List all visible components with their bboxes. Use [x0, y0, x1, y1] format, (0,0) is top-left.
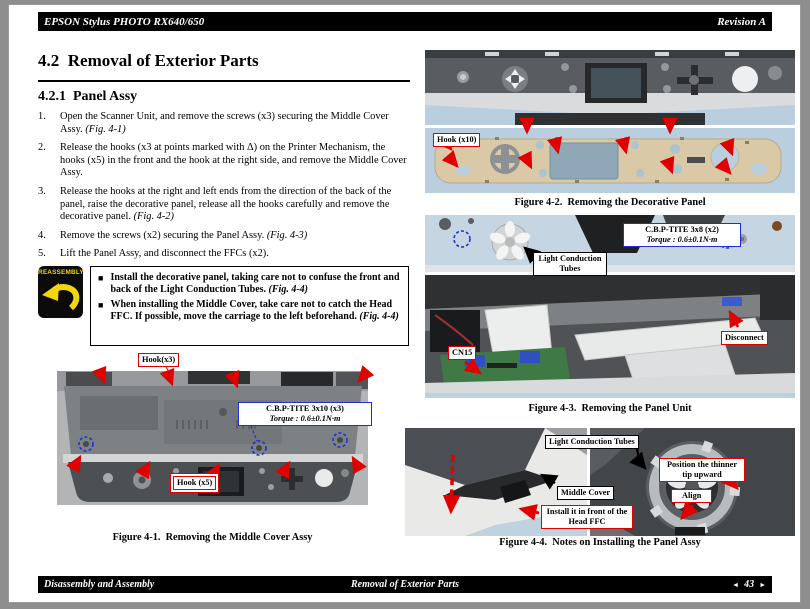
section-title-rule — [38, 80, 410, 82]
printer-middle-cover-photo — [38, 350, 378, 550]
reassembly-icon — [38, 266, 83, 318]
reassembly-note-1: ■ Install the decorative panel, taking care not to confuse the front and back of the Light Conduction Tubes. (Fig. 4-4) — [98, 272, 400, 296]
section-title: 4.2 Removal of Exterior Parts — [38, 51, 259, 70]
decorative-panel-photos — [425, 45, 795, 215]
page-number: 43 — [744, 579, 755, 590]
bullet-icon: ■ — [98, 273, 104, 283]
step-number: 1. — [38, 111, 46, 122]
reassembly-note-2: ■ When installing the Middle Cover, take care not to catch the Head FFC. If possible, move the carriage to the left beforehand. (Fig. 4-4) — [98, 298, 399, 323]
callout-cn15: CN15 — [448, 346, 476, 360]
callout-hook-x5: Hook (x5) — [173, 476, 216, 490]
figure-4-3 — [425, 215, 795, 420]
footer-pager — [525, 579, 766, 590]
step-2: 2. Release the hooks (x3 at points marked with Δ) on the Printer Mechanism, the hooks (x5) in the front and the hook at the right side, and remove the Middle Cover Assy. — [38, 142, 407, 179]
prev-page-icon[interactable]: ◄ — [732, 580, 740, 589]
footer-chapter: Disassembly and Assembly — [44, 579, 155, 590]
step-number: 4. — [38, 229, 46, 241]
figure-4-1 — [38, 350, 378, 550]
header-revision: Revision A — [717, 15, 766, 28]
instruction-steps — [38, 111, 412, 267]
header-document-title: EPSON Stylus PHOTO RX640/650 — [44, 15, 205, 28]
step-5: 5. Lift the Panel Assy, and disconnect the FFCs (x2). — [38, 248, 269, 260]
figure-4-1-caption: Figure 4-1. Removing the Middle Cover Assy — [112, 532, 313, 543]
figure-4-2 — [425, 45, 795, 215]
header-bar — [38, 12, 772, 31]
callout-hook-x10: Hook (x10) — [433, 133, 480, 147]
figure-4-4 — [405, 425, 795, 555]
step-4: 4. Remove the screws (x2) securing the Panel Assy. (Fig. 4-3) — [38, 229, 308, 241]
callout-align: Align — [671, 489, 712, 503]
figure-4-2-caption: Figure 4-2. Removing the Decorative Panel — [514, 197, 706, 208]
step-number: 3. — [38, 185, 46, 197]
callout-middle-cover: Middle Cover — [557, 486, 614, 500]
step-3: 3. Release the hooks at the right and left ends from the direction of the back of the panel, raise the decorative panel, release all the hooks carefully and remove the decorative panel. (Fig. 4-2) — [38, 185, 392, 223]
callout-hook-x3: Hook(x3) — [138, 353, 179, 367]
footer-bar — [38, 576, 772, 593]
step-1: 1. Open the Scanner Unit, and remove the screws (x3) securing the Middle Cover Assy. (Fig. 4-1) — [38, 111, 389, 135]
figure-4-3-caption: Figure 4-3. Removing the Panel Unit — [528, 403, 692, 414]
next-page-icon[interactable]: ► — [759, 580, 767, 589]
callout-light-conduction-tubes: Light Conduction Tubes — [533, 252, 607, 276]
callout-light-conduction-tubes: Light Conduction Tubes — [545, 435, 639, 449]
callout-disconnect: Disconnect — [721, 331, 768, 345]
bullet-icon: ■ — [98, 299, 104, 310]
callout-position-tip: Position the thinner tip upward — [659, 458, 745, 482]
step-number: 2. — [38, 142, 46, 154]
footer-section: Removal of Exterior Parts — [350, 579, 460, 590]
callout-screw-spec: C.B.P-TITE 3x8 (x2) Torque : 0.6±0.1N·m — [623, 223, 741, 247]
reassembly-note-box — [90, 266, 409, 346]
subsection-title: 4.2.1 Panel Assy — [38, 89, 138, 104]
figure-4-4-caption: Figure 4-4. Notes on Installing the Panel Assy — [499, 537, 701, 548]
undo-arrow-icon — [38, 276, 83, 314]
step-number: 5. — [38, 248, 46, 260]
reassembly-icon-label: REASSEMBLY — [38, 269, 84, 276]
callout-screw-spec: C.B.P-TITE 3x10 (x3) Torque : 0.6±0.1N·m — [238, 402, 372, 426]
callout-install-head-ffc: Install it in front of the Head FFC — [541, 505, 633, 529]
